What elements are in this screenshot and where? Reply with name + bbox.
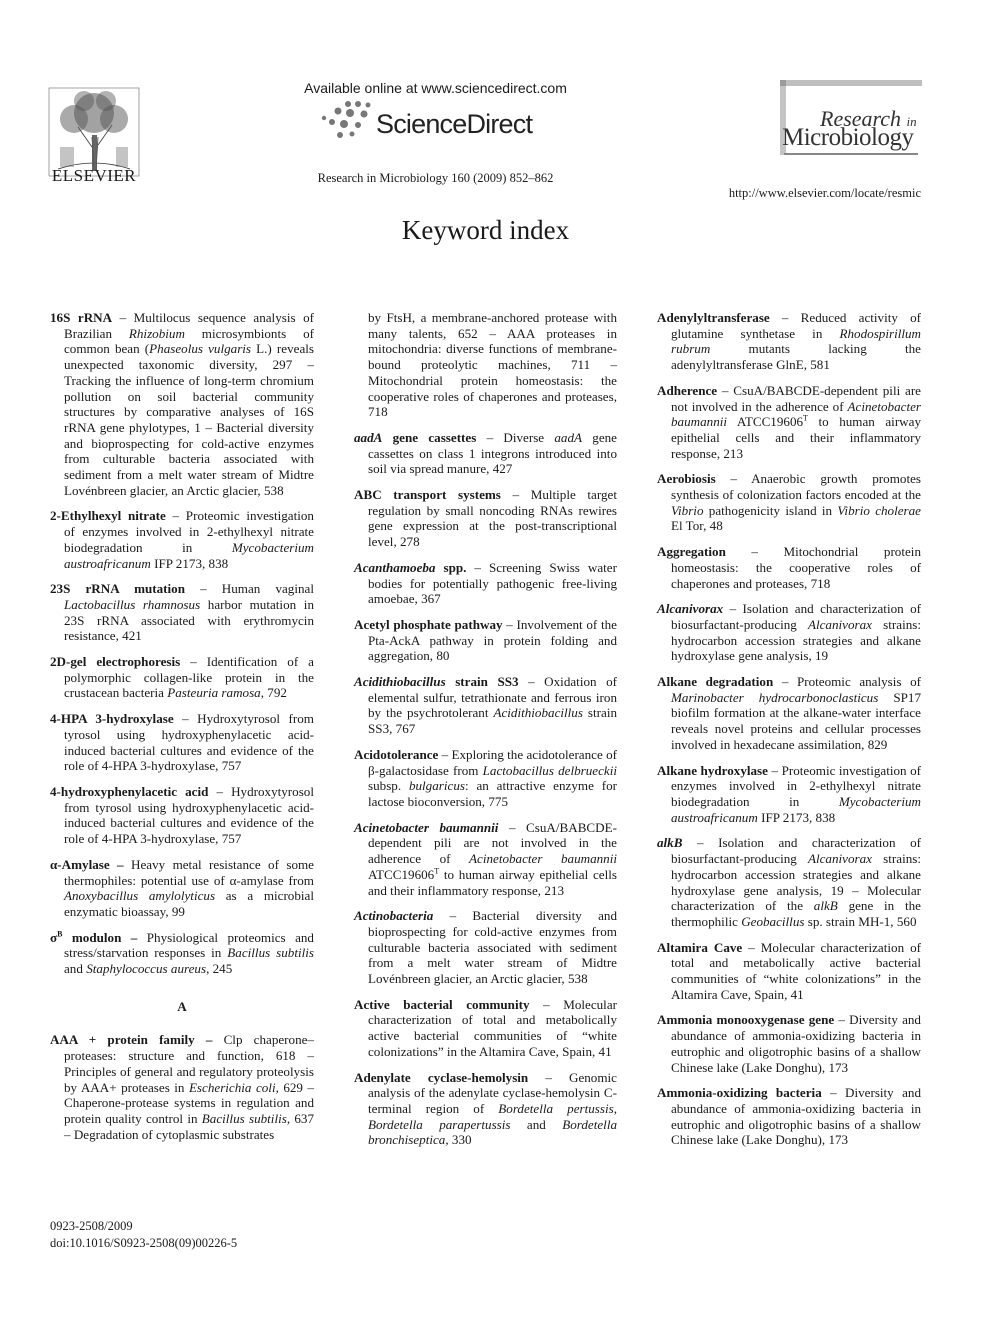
journal-logo-rule xyxy=(784,153,918,155)
index-entry: 23S rRNA mutation – Human vaginal Lactobacillus rhamnosus harbor mutation in 23S rRNA associated with erythromycin resistance, 421 xyxy=(50,581,314,644)
index-entry: α-Amylase – Heavy metal resistance of some thermophiles: potential use of α-amylase from Anoxybacillus amylolyticus as a microbial enzymatic bioassay, 99 xyxy=(50,856,314,919)
journal-logo-top-bars-icon xyxy=(780,80,922,90)
index-entry: Alkane degradation – Proteomic analysis of Marinobacter hydrocarbonoclasticus SP17 biofilm formation at the alkane-water interface reveals novel proteins and cellular processes involved in hexadecane assimilation, 829 xyxy=(657,674,921,752)
index-entry: 2-Ethylhexyl nitrate – Proteomic investigation of enzymes involved in 2-ethylhexyl nitrate biodegradation in Mycobacterium austroafricanum IFP 2173, 838 xyxy=(50,508,314,571)
index-entry: Adenylate cyclase-hemolysin – Genomic analysis of the adenylate cyclase-hemolysin C-terminal region of Bordetella pertussis, Bordetella parapertussis and Bordetella bronchiseptica, 330 xyxy=(354,1069,618,1148)
index-entry: ABC transport systems – Multiple target regulation by small noncoding RNAs rewires gene expression at the post-transcriptional level, 278 xyxy=(354,487,617,550)
journal-logo xyxy=(780,80,922,160)
journal-citation: Research in Microbiology 160 (2009) 852–862 xyxy=(317,171,554,185)
journal-logo-microbiology: Microbiology xyxy=(782,124,914,151)
index-column-3 xyxy=(657,310,921,1158)
index-entry: Aggregation – Mitochondrial protein homeostasis: the cooperative roles of chaperones and proteases, 718 xyxy=(657,544,921,591)
index-entry: Ammonia-oxidizing bacteria – Diversity and abundance of ammonia-oxidizing bacteria in eutrophic and oligotrophic basins of a shallow Chinese lake (Lake Donghu), 173 xyxy=(657,1085,921,1148)
section-letter: A xyxy=(177,998,187,1014)
index-entry: Acidotolerance – Exploring the acidotolerance of β-galactosidase from Lactobacillus delbrueckii subsp. bulgaricus: an attractive enzyme for lactose bioconversion, 775 xyxy=(354,746,617,809)
index-entry: Ammonia monooxygenase gene – Diversity and abundance of ammonia-oxidizing bacteria in eutrophic and oligotrophic basins of a shallow Chinese lake (Lake Donghu), 173 xyxy=(657,1012,921,1075)
index-entry: Adherence – CsuA/BABCDE-dependent pili are not involved in the adherence of Acinetobacter baumannii $ATCC19606^T$ to human airway epithelial cells and their inflammatory response, 213 xyxy=(657,382,921,461)
doi: doi:10.1016/S0923-2508(09)00226-5 xyxy=(50,1236,238,1250)
index-entry: AAA + protein family – Clp chaperone–proteases: structure and function, 618 – Principles of general and regulatory proteolysis by AAA+ proteases in Escherichia coli, 629 – Chaperone-protease systems in regulation and protein quality control in Bacillus subtilis, 637 – Degradation of cytoplasmic substrates xyxy=(50,1032,315,1142)
index-column-1 xyxy=(50,310,314,1152)
footer-identifiers xyxy=(50,1218,237,1252)
index-entry: alkB – Isolation and characterization of biosurfactant-producing Alcanivorax strains: hydrocarbon accession strategies and alkane hydroxylase gene analysis, 19 – Molecular characterization of the alkB gene in the thermophilic Geobacillus sp. strain MH-1, 560 xyxy=(657,835,921,929)
index-entry: Active bacterial community – Molecular characterization of total and metabolically active bacterial communities of “white colonizations” in the Altamira Cave, Spain, 41 xyxy=(354,996,617,1059)
index-entry-continued: by FtsH, a membrane-anchored protease with many talents, 652 – AAA proteases in mitochondria: diverse functions of membrane-bound proteolytic machines, 711 – Mitochondrial protein homeostasis: the cooperative roles of chaperones and proteases, 718 xyxy=(368,310,617,420)
index-entry: Acinetobacter baumannii – CsuA/BABCDE-dependent pili are not involved in the adherence of Acinetobacter baumannii $ATCC19606^T$ to human airway epithelial cells and their inflammatory response, 213 xyxy=(354,819,617,898)
index-entry: Adenylyltransferase – Reduced activity of glutamine synthetase in Rhodospirillum rubrum mutants lacking the adenylyltransferase GlnE, 581 xyxy=(657,310,921,373)
index-entry: aadA gene cassettes – Diverse aadA gene cassettes on class 1 integrons introduced into soil via spread manure, 427 xyxy=(354,429,617,477)
available-online: Available online at www.sciencedirect.com xyxy=(304,80,567,96)
issn: 0923-2508/2009 xyxy=(50,1219,133,1233)
journal-url-link[interactable]: http://www.elsevier.com/locate/resmic xyxy=(728,186,921,200)
index-entry: 4-HPA 3-hydroxylase – Hydroxytyrosol from tyrosol using hydroxyphenylacetic acid-induced bacterial cultures and evidence of the role of 4-HPA 3-hydroxylase, 757 xyxy=(50,711,314,774)
index-entry: 2D-gel electrophoresis – Identification of a polymorphic collagen-like protein in the crustacean bacteria Pasteuria ramosa, 792 xyxy=(50,654,314,701)
page-title: Keyword index xyxy=(401,215,570,245)
journal-logo-in: in xyxy=(906,114,917,129)
index-column-2 xyxy=(354,310,617,1158)
sciencedirect-wordmark: ScienceDirect xyxy=(376,109,533,139)
index-entry: Alkane hydroxylase – Proteomic investigation of enzymes involved in 2-ethylhexyl nitrate biodegradation in Mycobacterium austroafricanum IFP 2173, 838 xyxy=(657,762,921,825)
index-entry: Aerobiosis – Anaerobic growth promotes synthesis of colonization factors encoded at the Vibrio pathogenicity island in Vibrio cholerae El Tor, 48 xyxy=(657,471,921,534)
publisher-name: ELSEVIER xyxy=(51,166,137,185)
index-entry: Actinobacteria – Bacterial diversity and bioprospecting for cold-active enzymes from culturable bacteria associated with sediment from a melt water stream of Midtre Lovénbreen glacier, an Arctic glacier, 538 xyxy=(354,908,617,987)
index-entry: Acidithiobacillus strain SS3 – Oxidation of elemental sulfur, tetrathionate and ferrous iron by the psychrotolerant Acidithiobacillus strain SS3, 767 xyxy=(354,674,618,737)
index-entry: Acetyl phosphate pathway – Involvement of the Pta-AckA pathway in protein folding and aggregation, 80 xyxy=(354,616,617,664)
journal-logo-research: Research xyxy=(820,106,902,131)
index-entry: $\sigma^B$ modulon – Physiological proteomics and stress/starvation responses in Bacillus subtilis and Staphylococcus aureus, 245 xyxy=(50,929,314,977)
index-entry: Alcanivorax – Isolation and characterization of biosurfactant-producing Alcanivorax strains: hydrocarbon accession strategies and alkane hydroxylase gene analysis, 19 xyxy=(657,601,921,664)
index-entry: 16S rRNA – Multilocus sequence analysis of Brazilian Rhizobium microsymbionts of common bean (Phaseolus vulgaris L.) reveals unexpected taxonomic diversity, 297 – Tracking the influence of long-term chromium pollution on soil bacterial community structures by comparative analyses of 16S rRNA gene phylotypes, 1 – Bacterial diversity and bioprospecting for cold-active enzymes from culturable bacteria associated with sediment from a melt water stream of Midtre Lovénbreen glacier, an Arctic glacier, 538 xyxy=(50,310,314,498)
index-entry: 4-hydroxyphenylacetic acid – Hydroxytyrosol from tyrosol using hydroxyphenylacetic acid-induced bacterial cultures and evidence of the role of 4-HPA 3-hydroxylase, 757 xyxy=(50,783,314,847)
index-entry: Acanthamoeba spp. – Screening Swiss water bodies for potentially pathogenic free-living amoebae, 367 xyxy=(354,559,617,607)
index-entry: Altamira Cave – Molecular characterization of total and metabolically active bacterial communities of “white colonizations” in the Altamira Cave, Spain, 41 xyxy=(657,939,921,1002)
